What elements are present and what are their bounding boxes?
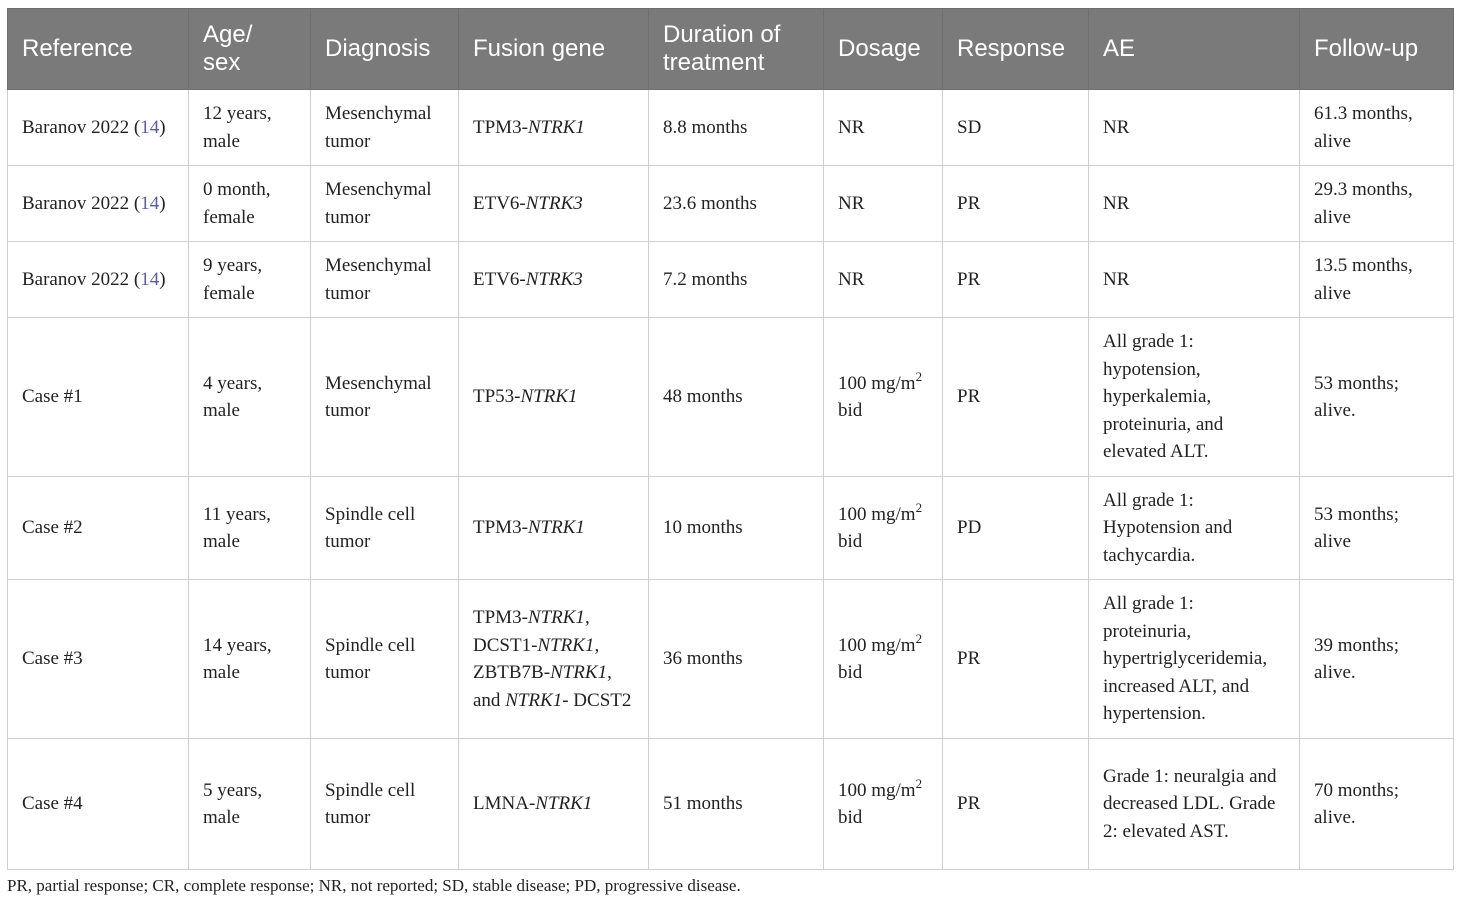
dosage-value: 100 mg/m [838, 503, 916, 525]
cell-duration: 8.8 months [649, 90, 824, 166]
header-age-sex: Age/ sex [189, 9, 311, 90]
cell-reference [8, 166, 189, 242]
citation-link[interactable]: 14 [140, 268, 160, 290]
fusion-ntrk: NTRK3 [525, 268, 583, 290]
cell-diagnosis: Spindle cell tumor [311, 739, 459, 870]
fusion-partner: - DCST2 [562, 689, 632, 711]
dosage-frequency: bid [838, 807, 863, 828]
cell-duration: 51 months [649, 739, 824, 870]
cell-dosage [824, 580, 943, 739]
fusion-partner: ETV6- [473, 192, 526, 214]
fusion-partner: , ZBTB7B- [473, 634, 600, 683]
header-dosage: Dosage [824, 9, 943, 90]
fusion-partner: TPM3- [473, 517, 528, 539]
cell-follow-up: 53 months; alive [1300, 477, 1454, 580]
fusion-ntrk: NTRK1 [550, 662, 608, 683]
fusion-partner: , DCST1- [473, 607, 590, 656]
cell-diagnosis: Mesenchymal tumor [311, 242, 459, 318]
cell-reference: Case #3 [8, 580, 189, 739]
cell-reference: Case #4 [8, 739, 189, 870]
table-row [8, 318, 1454, 477]
cell-diagnosis: Mesenchymal tumor [311, 318, 459, 477]
header-ae: AE [1089, 9, 1300, 90]
cell-fusion-gene [459, 90, 649, 166]
cell-ae: Grade 1: neuralgia and decreased LDL. Grade 2: elevated AST. [1089, 739, 1300, 870]
citation-link[interactable]: 14 [140, 192, 160, 214]
table-footnote: PR, partial response; CR, complete response; NR, not reported; SD, stable disease; PD, progressive disease. [7, 876, 741, 895]
data-table [7, 8, 1454, 870]
cell-ae: All grade 1: hypotension, hyperkalemia, proteinuria, and elevated ALT. [1089, 318, 1300, 477]
fusion-partner: TPM3- [473, 116, 528, 138]
cell-duration: 36 months [649, 580, 824, 739]
cell-response: PR [943, 166, 1089, 242]
cell-fusion-gene [459, 242, 649, 318]
cell-dosage: NR [824, 90, 943, 166]
cell-ae: All grade 1: proteinuria, hypertriglyceridemia, increased ALT, and hypertension. [1089, 580, 1300, 739]
cell-duration: 7.2 months [649, 242, 824, 318]
reference-close: ) [159, 116, 166, 138]
dosage-exponent: 2 [915, 630, 923, 646]
cell-reference: Case #1 [8, 318, 189, 477]
cell-dosage [824, 477, 943, 580]
cell-reference [8, 242, 189, 318]
header-diagnosis: Diagnosis [311, 9, 459, 90]
dosage-exponent: 2 [915, 775, 923, 791]
cell-fusion-gene [459, 166, 649, 242]
cell-response: SD [943, 90, 1089, 166]
table-row [8, 90, 1454, 166]
cell-follow-up: 29.3 months, alive [1300, 166, 1454, 242]
header-follow-up: Follow-up [1300, 9, 1454, 90]
cell-duration: 48 months [649, 318, 824, 477]
cell-age-sex: 11 years, male [189, 477, 311, 580]
reference-text: Baranov 2022 ( [22, 192, 141, 214]
dosage-value: 100 mg/m [838, 779, 916, 801]
header-reference: Reference [8, 9, 189, 90]
cell-dosage: NR [824, 166, 943, 242]
cell-follow-up: 61.3 months, alive [1300, 90, 1454, 166]
header-response: Response [943, 9, 1089, 90]
dosage-value: 100 mg/m [838, 634, 916, 656]
fusion-ntrk: NTRK1 [527, 517, 585, 539]
table-row [8, 477, 1454, 580]
fusion-partner: LMNA- [473, 793, 536, 815]
cell-age-sex: 9 years, female [189, 242, 311, 318]
cell-fusion-gene [459, 318, 649, 477]
cell-follow-up: 53 months; alive. [1300, 318, 1454, 477]
cell-diagnosis: Spindle cell tumor [311, 477, 459, 580]
cell-duration: 23.6 months [649, 166, 824, 242]
cell-response: PR [943, 318, 1089, 477]
table-row [8, 242, 1454, 318]
cell-dosage [824, 739, 943, 870]
fusion-ntrk: NTRK1 [535, 793, 593, 815]
reference-text: Baranov 2022 ( [22, 268, 141, 290]
reference-close: ) [159, 268, 166, 290]
cell-reference: Case #2 [8, 477, 189, 580]
fusion-ntrk: NTRK1 [527, 607, 585, 628]
dosage-frequency: bid [838, 400, 863, 421]
fusion-ntrk: NTRK3 [525, 192, 583, 214]
fusion-conjunction: , and [473, 662, 612, 711]
fusion-partner: ETV6- [473, 268, 526, 290]
table-row [8, 166, 1454, 242]
table-row [8, 580, 1454, 739]
cell-ae: All grade 1: Hypotension and tachycardia. [1089, 477, 1300, 580]
header-fusion-gene: Fusion gene [459, 9, 649, 90]
cell-response: PR [943, 242, 1089, 318]
table-row [8, 739, 1454, 870]
fusion-ntrk: NTRK1 [505, 689, 563, 711]
cell-fusion-gene [459, 477, 649, 580]
cell-follow-up: 13.5 months, alive [1300, 242, 1454, 318]
cell-response: PR [943, 739, 1089, 870]
fusion-ntrk: NTRK1 [527, 116, 585, 138]
cell-response: PR [943, 580, 1089, 739]
cell-fusion-gene [459, 739, 649, 870]
cell-fusion-gene [459, 580, 649, 739]
cell-reference [8, 90, 189, 166]
cell-follow-up: 39 months; alive. [1300, 580, 1454, 739]
cell-age-sex: 4 years, male [189, 318, 311, 477]
cell-age-sex: 14 years, male [189, 580, 311, 739]
fusion-ntrk: NTRK1 [520, 386, 578, 408]
dosage-exponent: 2 [915, 499, 923, 515]
cell-diagnosis: Spindle cell tumor [311, 580, 459, 739]
cell-age-sex: 5 years, male [189, 739, 311, 870]
cell-diagnosis: Mesenchymal tumor [311, 90, 459, 166]
cell-diagnosis: Mesenchymal tumor [311, 166, 459, 242]
cell-ae: NR [1089, 166, 1300, 242]
dosage-frequency: bid [838, 662, 863, 683]
cell-follow-up: 70 months; alive. [1300, 739, 1454, 870]
reference-close: ) [159, 192, 166, 214]
cell-dosage [824, 318, 943, 477]
cell-duration: 10 months [649, 477, 824, 580]
fusion-partner: TP53- [473, 386, 521, 408]
cell-age-sex: 0 month, female [189, 166, 311, 242]
cell-ae: NR [1089, 90, 1300, 166]
header-row [8, 9, 1454, 90]
cell-dosage: NR [824, 242, 943, 318]
header-duration: Duration of treatment [649, 9, 824, 90]
dosage-value: 100 mg/m [838, 372, 916, 394]
dosage-exponent: 2 [915, 368, 923, 384]
reference-text: Baranov 2022 ( [22, 116, 141, 138]
fusion-partner: TPM3- [473, 607, 528, 628]
citation-link[interactable]: 14 [140, 116, 160, 138]
cell-response: PD [943, 477, 1089, 580]
cell-ae: NR [1089, 242, 1300, 318]
cell-age-sex: 12 years, male [189, 90, 311, 166]
dosage-frequency: bid [838, 531, 863, 552]
fusion-ntrk: NTRK1 [537, 634, 595, 656]
table-container [7, 8, 1453, 870]
